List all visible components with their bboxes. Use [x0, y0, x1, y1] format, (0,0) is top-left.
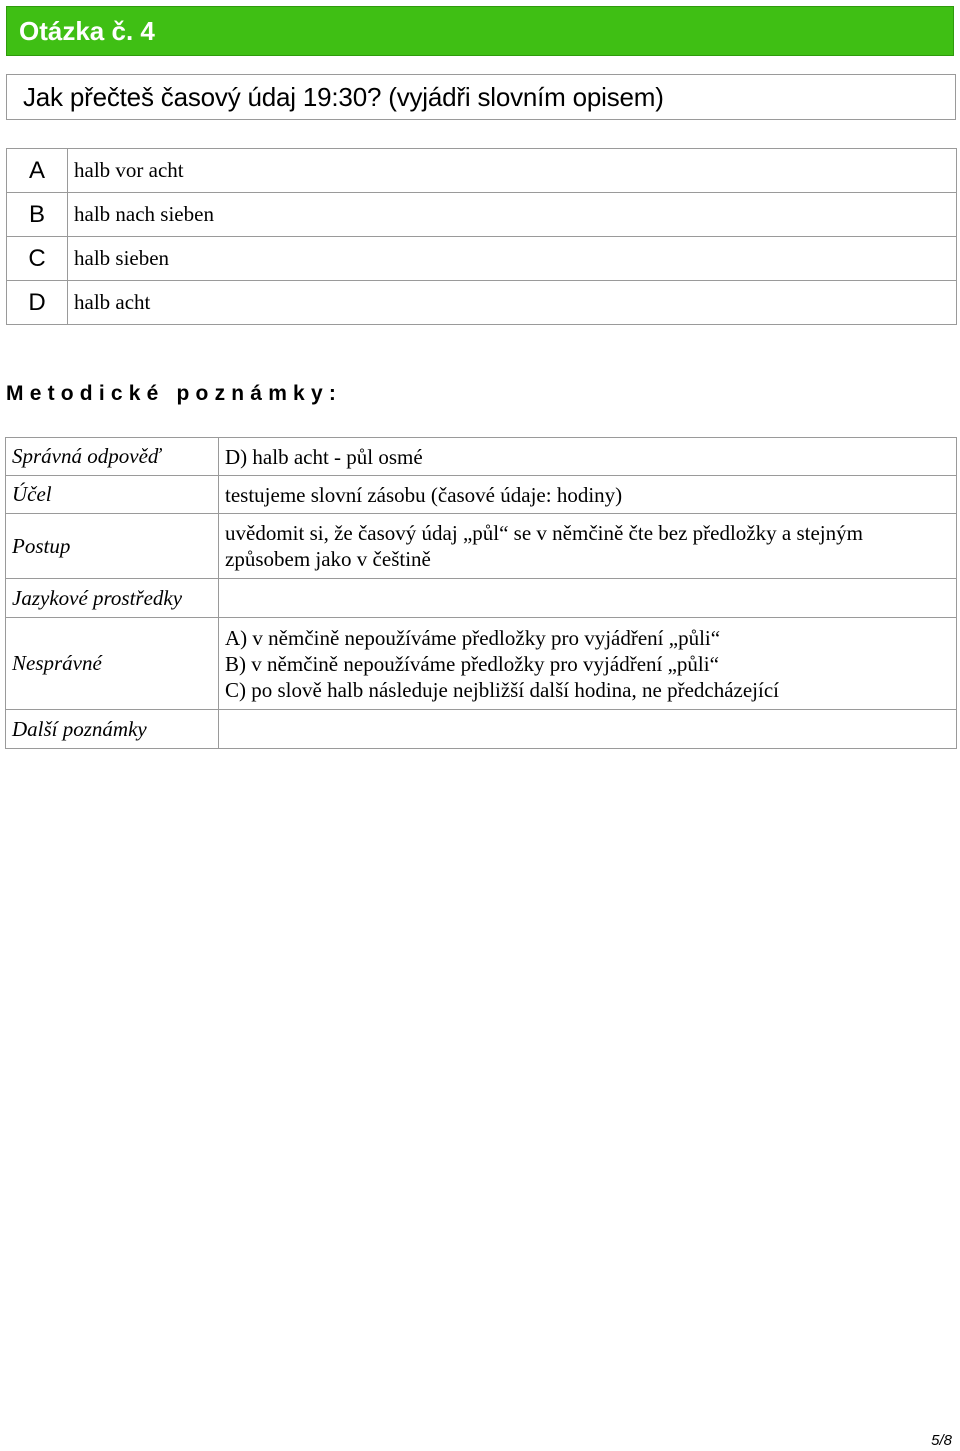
answer-option: [7, 281, 957, 325]
incorrect-explanation: B) v němčině nepoužíváme předložky pro vyjádření „půli“: [225, 651, 719, 676]
notes-row: [6, 476, 957, 514]
option-letter: D: [7, 281, 68, 325]
notes-label: Postup: [6, 514, 219, 579]
answer-option: [7, 193, 957, 237]
option-letter: B: [7, 193, 68, 237]
option-text: halb vor acht: [68, 149, 957, 193]
option-letter: A: [7, 149, 68, 193]
notes-row: [6, 438, 957, 476]
answer-options-table: [6, 148, 957, 325]
question-box: [6, 74, 956, 120]
notes-row: [6, 514, 957, 579]
incorrect-explanation: A) v němčině nepoužíváme předložky pro vyjádření „půli“: [225, 625, 721, 650]
notes-label: Další poznámky: [6, 710, 219, 749]
option-letter: C: [7, 237, 68, 281]
methodical-notes-table: [5, 437, 957, 749]
page-number: 5/8: [931, 1432, 952, 1449]
option-text: halb sieben: [68, 237, 957, 281]
notes-label: Nesprávné: [6, 618, 219, 710]
notes-value: [219, 579, 957, 618]
option-text: halb nach sieben: [68, 193, 957, 237]
answer-option: [7, 237, 957, 281]
question-header: [6, 6, 954, 56]
option-text: halb acht: [68, 281, 957, 325]
notes-label: Jazykové prostředky: [6, 579, 219, 618]
incorrect-explanation: C) po slově halb následuje nejbližší další hodina, ne předcházející: [225, 677, 779, 702]
notes-row: [6, 618, 957, 710]
question-text: Jak přečteš časový údaj 19:30? (vyjádři slovním opisem): [23, 81, 664, 112]
notes-label: Správná odpověď: [6, 438, 219, 476]
notes-value: D) halb acht - půl osmé: [219, 438, 957, 476]
question-number-title: Otázka č. 4: [19, 15, 155, 46]
notes-value: uvědomit si, že časový údaj „půl“ se v němčině čte bez předložky a stejným způsobem jako v češtině: [219, 514, 957, 579]
methodical-notes-heading: Metodické poznámky:: [6, 382, 343, 405]
notes-label: Účel: [6, 476, 219, 514]
notes-row: [6, 579, 957, 618]
answer-option: [7, 149, 957, 193]
notes-row: [6, 710, 957, 749]
notes-value: testujeme slovní zásobu (časové údaje: hodiny): [219, 476, 957, 514]
notes-value: [219, 710, 957, 749]
notes-value: [219, 618, 957, 710]
